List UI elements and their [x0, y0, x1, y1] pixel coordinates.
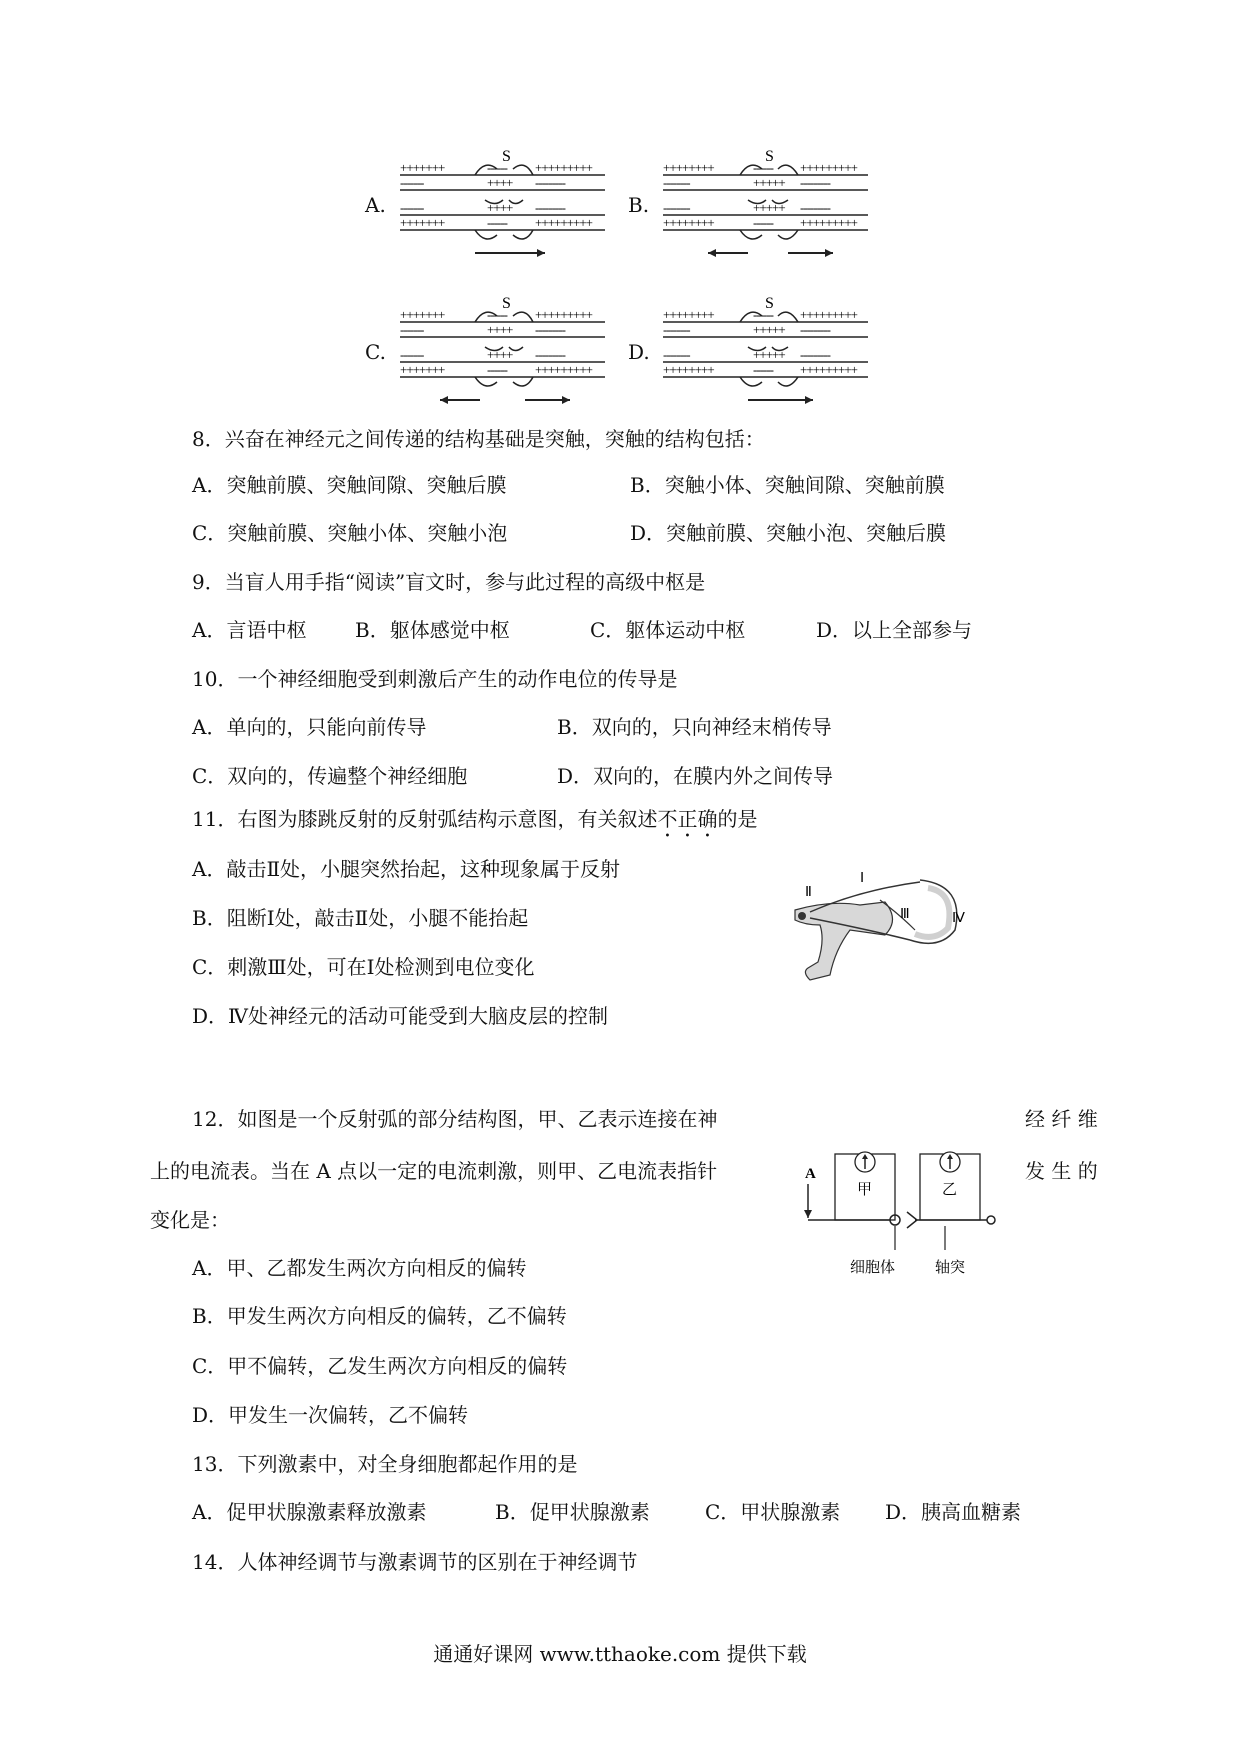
svg-text:+++++++++: +++++++++ — [535, 362, 592, 377]
q7-figure-a — [365, 145, 615, 265]
q12-reflex-figure — [795, 1142, 1005, 1282]
q13-stem: 13．下列激素中，对全身细胞都起作用的是 — [192, 1452, 578, 1476]
svg-text:+++++++++: +++++++++ — [535, 215, 592, 230]
q12-option-c: C．甲不偏转，乙发生两次方向相反的偏转 — [192, 1354, 568, 1378]
q10-option-a: A．单向的，只能向前传导 — [192, 715, 427, 739]
label-jia: 甲 — [857, 1182, 873, 1198]
svg-text:---------: --------- — [800, 347, 830, 362]
svg-text:---------: --------- — [535, 200, 565, 215]
q8-option-c: C．突触前膜、突触小体、突触小泡 — [192, 521, 508, 545]
svg-text:++++++++: ++++++++ — [663, 215, 714, 230]
svg-text:+++++++: +++++++ — [400, 160, 445, 175]
svg-text:+++++++++: +++++++++ — [800, 362, 857, 377]
stimulus-label: S — [765, 295, 774, 312]
page-footer: 通通好课网 www.tthaoke.com 提供下载 — [433, 1642, 807, 1666]
svg-text:--------: -------- — [663, 347, 690, 362]
q11-option-d: D．Ⅳ处神经元的活动可能受到大脑皮层的控制 — [192, 1004, 609, 1028]
label-axon: 轴突 — [935, 1260, 966, 1276]
svg-text:------: ------ — [487, 362, 507, 377]
nerve-fiber-diagram — [628, 145, 878, 265]
q9-option-d: D．以上全部参与 — [816, 618, 973, 642]
svg-text:-------: ------- — [400, 322, 424, 337]
svg-text:++++: ++++ — [487, 347, 513, 362]
q11-option-a: A．敲击Ⅱ处，小腿突然抬起，这种现象属于反射 — [192, 857, 621, 881]
label-yi: 乙 — [942, 1182, 958, 1198]
figure-letter: C. — [365, 340, 386, 364]
q12-line1-right: 经 纤 维 — [1025, 1107, 1098, 1131]
svg-text:++++++++: ++++++++ — [663, 307, 714, 322]
q9-option-a: A．言语中枢 — [192, 618, 307, 642]
svg-text:---------: --------- — [535, 322, 565, 337]
q11-option-b: B．阻断Ⅰ处，敲击Ⅱ处，小腿不能抬起 — [192, 906, 529, 930]
svg-text:+++++: +++++ — [753, 347, 785, 362]
svg-text:------: ------ — [753, 362, 773, 377]
q12-option-b: B．甲发生两次方向相反的偏转，乙不偏转 — [192, 1304, 567, 1328]
svg-text:-------: ------- — [400, 200, 424, 215]
q13-option-c: C．甲状腺激素 — [705, 1500, 841, 1524]
svg-text:-------: ------- — [400, 175, 424, 190]
svg-text:+++++++++: +++++++++ — [800, 160, 857, 175]
stimulus-label: S — [502, 148, 511, 165]
knee-jerk-diagram — [790, 860, 975, 985]
svg-text:---------: --------- — [800, 200, 830, 215]
q7-figure-d — [628, 292, 878, 412]
q12-line2-left: 上的电流表。当在 A 点以一定的电流刺激，则甲、乙电流表指针 — [150, 1159, 718, 1183]
stimulus-label: S — [765, 148, 774, 165]
label-ii: Ⅱ — [805, 885, 812, 900]
q14-stem: 14．人体神经调节与激素调节的区别在于神经调节 — [192, 1550, 638, 1574]
label-i: Ⅰ — [860, 871, 865, 886]
svg-text:++++: ++++ — [487, 175, 513, 190]
q8-option-d: D．突触前膜、突触小泡、突触后膜 — [630, 521, 947, 545]
q10-option-b: B．双向的，只向神经末梢传导 — [557, 715, 832, 739]
q8-stem: 8．兴奋在神经元之间传递的结构基础是突触，突触的结构包括： — [192, 427, 765, 451]
q10-stem: 10．一个神经细胞受到刺激后产生的动作电位的传导是 — [192, 667, 678, 691]
q7-figure-c — [365, 292, 615, 412]
svg-text:+++++: +++++ — [753, 200, 785, 215]
svg-text:+++++++++: +++++++++ — [800, 307, 857, 322]
svg-text:++++: ++++ — [487, 322, 513, 337]
q13-option-d: D．胰高血糖素 — [885, 1500, 1022, 1524]
q12-option-d: D．甲发生一次偏转，乙不偏转 — [192, 1403, 469, 1427]
label-a: A — [805, 1166, 816, 1182]
svg-text:------: ------ — [487, 215, 507, 230]
q13-option-a: A．促甲状腺激素释放激素 — [192, 1500, 427, 1524]
svg-text:---------: --------- — [800, 175, 830, 190]
svg-text:------: ------ — [753, 215, 773, 230]
q13-option-b: B．促甲状腺激素 — [495, 1500, 650, 1524]
svg-text:------: ------ — [487, 307, 507, 322]
svg-text:--------: -------- — [663, 175, 690, 190]
svg-text:---------: --------- — [800, 322, 830, 337]
q9-option-b: B．躯体感觉中枢 — [355, 618, 510, 642]
svg-text:------: ------ — [753, 307, 773, 322]
figure-letter: B. — [628, 193, 650, 217]
q11-option-c: C．刺激Ⅲ处，可在Ⅰ处检测到电位变化 — [192, 955, 535, 979]
stimulus-label: S — [502, 295, 511, 312]
q9-option-c: C．躯体运动中枢 — [590, 618, 746, 642]
q10-option-d: D．双向的，在膜内外之间传导 — [557, 764, 834, 788]
svg-text:---------: --------- — [535, 175, 565, 190]
q11-reflex-arc-figure — [790, 860, 975, 985]
svg-text:+++++++++: +++++++++ — [535, 160, 592, 175]
svg-text:+++++++: +++++++ — [400, 362, 445, 377]
q8-option-a: A．突触前膜、突触间隙、突触后膜 — [192, 473, 507, 497]
q12-line3: 变化是： — [150, 1208, 230, 1232]
nerve-fiber-diagram — [365, 145, 615, 265]
figure-letter: D. — [628, 340, 650, 364]
svg-text:+++++++++: +++++++++ — [800, 215, 857, 230]
q12-option-a: A．甲、乙都发生两次方向相反的偏转 — [192, 1256, 527, 1280]
label-cell-body: 细胞体 — [850, 1260, 896, 1276]
figure-letter: A. — [365, 193, 386, 217]
svg-text:+++++++: +++++++ — [400, 215, 445, 230]
q11-stem-post: 的是 — [717, 807, 758, 831]
svg-text:+++++++: +++++++ — [400, 307, 445, 322]
svg-text:------: ------ — [487, 160, 507, 175]
q8-option-b: B．突触小体、突触间隙、突触前膜 — [630, 473, 945, 497]
q11-stem-pre: 11．右图为膝跳反射的反射弧结构示意图，有关叙述 — [192, 807, 658, 831]
q10-option-c: C．双向的，传遍整个神经细胞 — [192, 764, 468, 788]
nerve-fiber-diagram — [628, 292, 878, 412]
ammeter-diagram — [795, 1142, 1005, 1282]
svg-text:-------: ------- — [400, 347, 424, 362]
svg-text:--------: -------- — [663, 200, 690, 215]
svg-text:++++++++: ++++++++ — [663, 160, 714, 175]
q9-stem: 9．当盲人用手指“阅读”盲文时，参与此过程的高级中枢是 — [192, 570, 706, 594]
label-iv: Ⅳ — [952, 911, 965, 926]
svg-text:+++++: +++++ — [753, 175, 785, 190]
svg-text:---------: --------- — [535, 347, 565, 362]
q12-line2-right: 发 生 的 — [1025, 1159, 1098, 1183]
q11-stem-emphasis: 不正确 — [657, 807, 718, 831]
svg-text:+++++++++: +++++++++ — [535, 307, 592, 322]
q12-line1-left: 12．如图是一个反射弧的部分结构图，甲、乙表示连接在神 — [192, 1107, 718, 1131]
svg-text:++++++++: ++++++++ — [663, 362, 714, 377]
svg-text:------: ------ — [753, 160, 773, 175]
q7-figure-b — [628, 145, 878, 265]
svg-text:--------: -------- — [663, 322, 690, 337]
nerve-fiber-diagram — [365, 292, 615, 412]
svg-text:+++++: +++++ — [753, 322, 785, 337]
q11-stem — [192, 806, 757, 842]
label-iii: Ⅲ — [900, 907, 910, 922]
svg-text:++++: ++++ — [487, 200, 513, 215]
